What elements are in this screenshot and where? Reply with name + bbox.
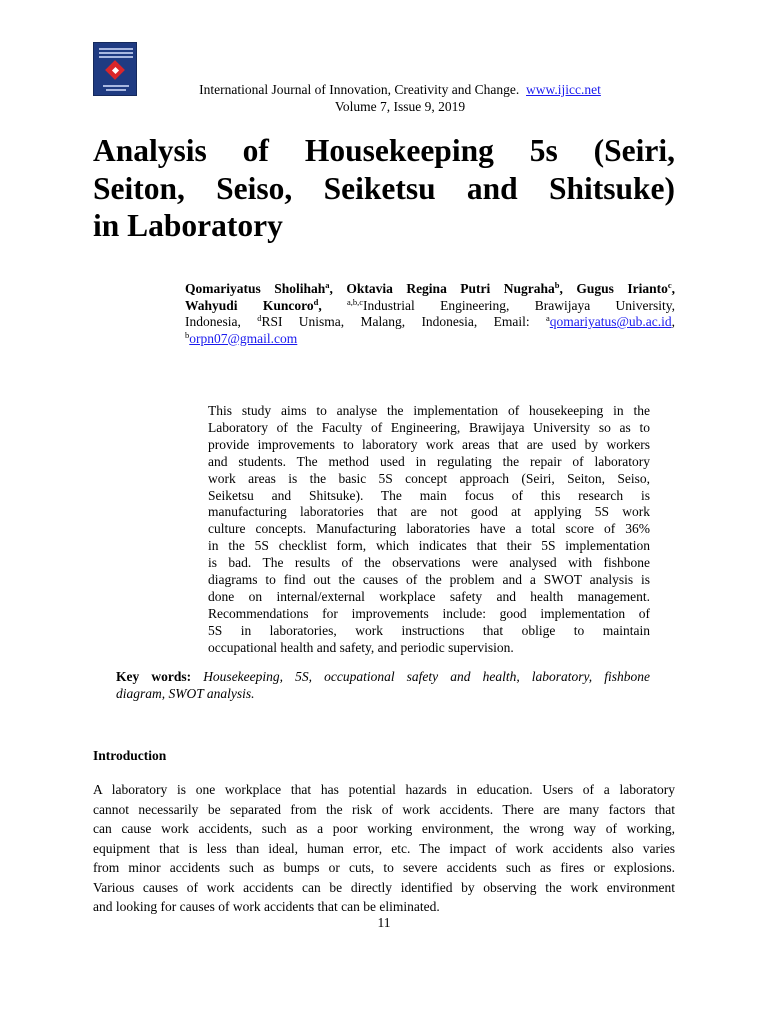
introduction-paragraph: [93, 780, 675, 917]
author-line-4: $^b$orpn07@gmail.com: [185, 329, 298, 346]
keywords: [116, 668, 650, 702]
body-line: and looking for causes of work accidents that can be eliminated.: [93, 899, 440, 914]
title-line: Analysis of Housekeeping 5s (Seiri,: [93, 133, 675, 168]
section-heading: Introduction: [93, 748, 167, 763]
author-name: Wahyudi Kuncoro: [185, 297, 314, 313]
journal-url-link[interactable]: www.ijicc.net: [526, 82, 601, 97]
abstract-line: and students. The method used in regulating the repair of laboratory: [208, 453, 650, 469]
issue-info: Volume 7, Issue 9, 2019: [334, 99, 466, 114]
title-line: in Laboratory: [93, 208, 283, 243]
abstract-line: culture concepts. Manufacturing laboratories have a total score of 36%: [208, 521, 650, 537]
title-line: Seiton, Seiso, Seiketsu and Shitsuke): [93, 170, 675, 206]
author-name: Oktavia Regina Putri Nugraha: [346, 281, 555, 296]
abstract: [208, 403, 650, 657]
journal-header: [100, 81, 700, 98]
abstract-line: Recommendations for improvements include: good implementation of: [208, 605, 650, 621]
keywords-line: diagram, SWOT analysis.: [116, 686, 255, 701]
body-line: from minor accidents such as bumps or cuts, to severe accidents such as fires or explosions.: [93, 860, 675, 875]
abstract-line: work areas is the basic 5S concept approach (Seiri, Seiton, Seiso,: [208, 470, 650, 486]
keywords-line: [116, 668, 650, 685]
affiliation: RSI Unisma, Malang, Indonesia, Email:: [261, 314, 546, 329]
author-line-2: Wahyudi Kuncoro$^d$, $^{a,b,c}$Industrial Engineering, Brawijaya University,: [185, 296, 675, 313]
affiliation: Industrial Engineering, Brawijaya University,: [363, 297, 675, 313]
author-block: [185, 281, 675, 347]
page-number: 11: [377, 915, 391, 930]
body-line: can cause work accidents, such as a poor working environment, the wrong way of working,: [93, 821, 675, 836]
abstract-line: done on internal/external workplace safety and health management.: [208, 588, 650, 604]
author-line-1: Qomariyatus Sholihah$^a$, Oktavia Regina Putri Nugraha$^b$, Gugus Irianto$^c$,: [185, 280, 675, 296]
abstract-line: This study aims to analyse the implementation of housekeeping in the: [208, 403, 650, 418]
keywords-label: Key words:: [116, 669, 192, 684]
abstract-line: Seiketsu and Shitsuke). The main focus of this research is: [208, 487, 650, 503]
abstract-line: Laboratory of the Faculty of Engineering, Brawijaya University so as to: [208, 419, 650, 435]
abstract-line: is bad. The results of the observations were analysed with fishbone: [208, 555, 650, 571]
email-link[interactable]: qomariyatus@ub.ac.id: [549, 314, 672, 329]
author-name: Qomariyatus Sholihah: [185, 281, 326, 296]
paper-title: [93, 132, 675, 245]
abstract-line: occupational health and safety, and periodic supervision.: [208, 639, 514, 655]
keywords-list: Housekeeping, 5S, occupational safety and health, laboratory, fishbone: [203, 669, 651, 684]
abstract-line: in the 5S checklist form, which indicates that their 5S implementation: [208, 538, 650, 554]
abstract-line: 5S in laboratories, work instructions that oblige to maintain: [208, 622, 650, 638]
body-line: equipment that is less than ideal, human error, etc. The impact of work accidents also varies: [93, 840, 675, 856]
body-line: A laboratory is one workplace that has potential hazards in education. Users of a laboratory: [93, 782, 675, 797]
journal-name: International Journal of Innovation, Creativity and Change.: [199, 82, 520, 97]
abstract-line: diagrams to find out the causes of the problem and a SWOT analysis is: [208, 572, 650, 588]
body-line: Various causes of work accidents can be directly identified by observing the work environment: [93, 879, 675, 895]
author-name: Gugus Irianto: [576, 281, 668, 296]
author-line-3: Indonesia, $^d$RSI Unisma, Malang, Indonesia, Email: $^a$qomariyatus@ub.ac.id,: [185, 313, 676, 329]
body-line: cannot necessarily be separated from the risk of work accidents. There are many factors that: [93, 801, 675, 817]
abstract-line: manufacturing laboratories that are not good at applying 5S work: [208, 504, 650, 520]
email-link[interactable]: orpn07@gmail.com: [189, 330, 298, 346]
abstract-line: provide improvements to laboratory work areas that are used by workers: [208, 436, 650, 452]
